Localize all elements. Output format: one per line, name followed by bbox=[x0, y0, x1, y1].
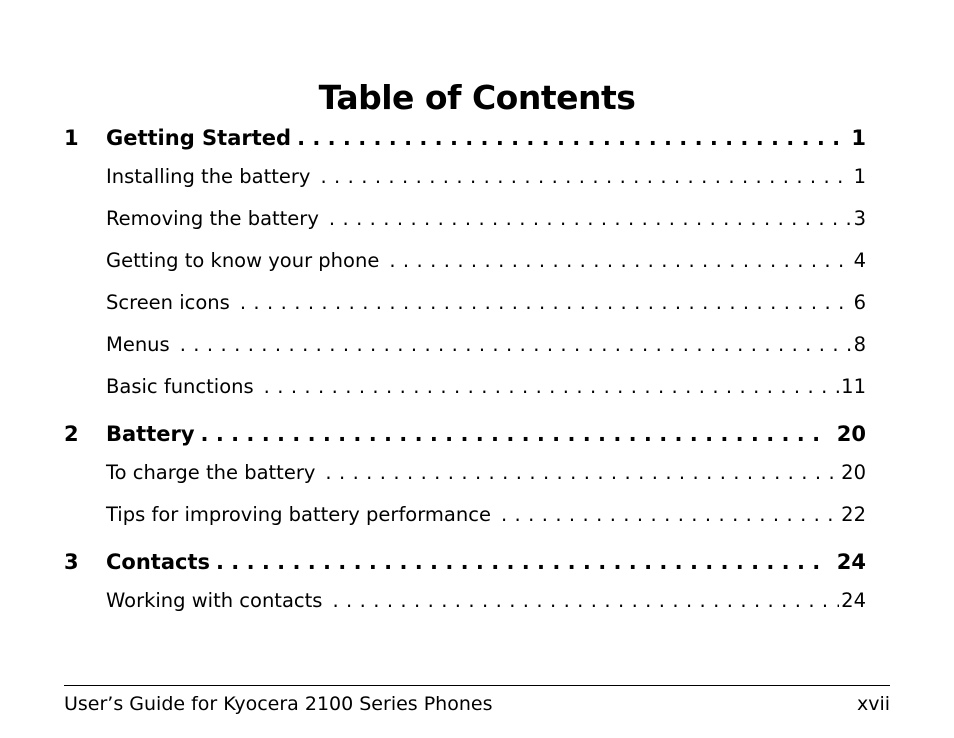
section-title: To charge the battery bbox=[106, 461, 316, 484]
dot-leader bbox=[332, 580, 839, 622]
section-title: Installing the battery bbox=[106, 165, 311, 188]
dot-leader bbox=[501, 494, 839, 536]
chapter-title: Contacts bbox=[106, 550, 210, 574]
section-title: Menus bbox=[106, 333, 170, 356]
toc-chapter-1 bbox=[64, 120, 866, 408]
dot-leader bbox=[297, 120, 843, 156]
chapter-number: 3 bbox=[64, 550, 79, 574]
section-entry[interactable] bbox=[106, 282, 866, 324]
section-entry[interactable] bbox=[106, 580, 866, 622]
dot-leader bbox=[320, 156, 851, 198]
page-title: Table of Contents bbox=[318, 78, 636, 118]
section-page-number: 8 bbox=[853, 333, 866, 356]
table-of-contents bbox=[64, 120, 866, 622]
footer-divider bbox=[64, 685, 890, 686]
chapter-page-number: 20 bbox=[836, 422, 866, 446]
chapter-number: 1 bbox=[64, 126, 79, 150]
footer-text: User’s Guide for Kyocera 2100 Series Phones bbox=[64, 693, 493, 715]
section-page-number: 24 bbox=[841, 589, 866, 612]
dot-leader bbox=[329, 198, 852, 240]
dot-leader bbox=[180, 324, 852, 366]
dot-leader bbox=[264, 366, 840, 408]
dot-leader bbox=[201, 416, 829, 452]
dot-leader bbox=[216, 544, 829, 580]
dot-leader bbox=[240, 282, 852, 324]
section-entry[interactable] bbox=[106, 156, 866, 198]
section-entry[interactable] bbox=[106, 494, 866, 536]
dot-leader bbox=[389, 240, 851, 282]
footer-page-number: xvii bbox=[856, 693, 890, 715]
section-title: Getting to know your phone bbox=[106, 249, 380, 272]
section-entry[interactable] bbox=[106, 240, 866, 282]
section-page-number: 11 bbox=[841, 375, 866, 398]
chapter-entry[interactable] bbox=[64, 416, 866, 452]
section-title: Screen icons bbox=[106, 291, 230, 314]
dot-leader bbox=[325, 452, 839, 494]
chapter-spacer bbox=[64, 536, 866, 544]
section-page-number: 3 bbox=[853, 207, 866, 230]
section-page-number: 20 bbox=[841, 461, 866, 484]
chapter-spacer bbox=[64, 408, 866, 416]
section-title: Tips for improving battery performance bbox=[106, 503, 491, 526]
section-page-number: 4 bbox=[853, 249, 866, 272]
chapter-entry[interactable] bbox=[64, 120, 866, 156]
chapter-title: Getting Started bbox=[106, 126, 292, 150]
chapter-page-number: 1 bbox=[851, 126, 866, 150]
section-page-number: 22 bbox=[841, 503, 866, 526]
section-title: Removing the battery bbox=[106, 207, 319, 230]
chapter-number: 2 bbox=[64, 422, 79, 446]
section-entry[interactable] bbox=[106, 198, 866, 240]
toc-chapter-2 bbox=[64, 416, 866, 536]
section-entry[interactable] bbox=[106, 452, 866, 494]
section-entry[interactable] bbox=[106, 324, 866, 366]
section-entry[interactable] bbox=[106, 366, 866, 408]
chapter-entry[interactable] bbox=[64, 544, 866, 580]
chapter-page-number: 24 bbox=[836, 550, 866, 574]
section-page-number: 6 bbox=[853, 291, 866, 314]
section-title: Basic functions bbox=[106, 375, 254, 398]
chapter-title: Battery bbox=[106, 422, 195, 446]
section-title: Working with contacts bbox=[106, 589, 323, 612]
toc-chapter-3 bbox=[64, 544, 866, 622]
section-page-number: 1 bbox=[853, 165, 866, 188]
